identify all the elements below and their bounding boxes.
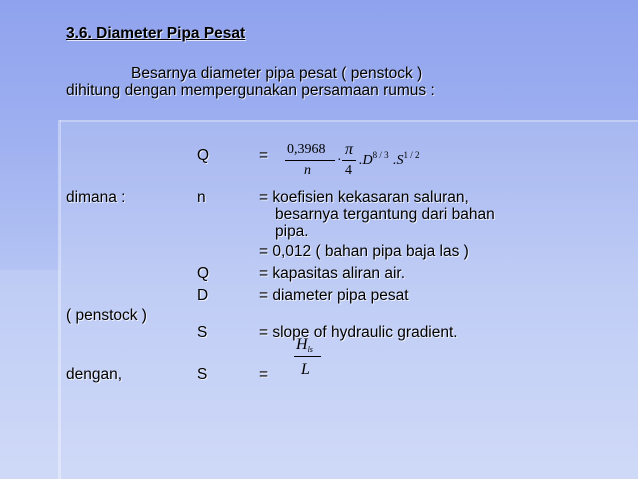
coefficient-numerator: 0,3968: [287, 142, 326, 157]
symbol-d: D: [197, 287, 209, 304]
decorative-line: [60, 120, 638, 122]
dimana-label: dimana :: [66, 189, 126, 206]
definition-s: = slope of hydraulic gradient.: [259, 324, 458, 341]
definition-q: = kapasitas aliran air.: [259, 265, 406, 282]
intro-line-1: Besarnya diameter pipa pesat ( penstock ): [131, 65, 423, 82]
pi-denominator: 4: [345, 163, 352, 178]
intro-line-2: dihitung dengan mempergunakan persamaan rumus :: [66, 82, 435, 99]
definition-n-value: = 0,012 ( bahan pipa baja las ): [259, 243, 469, 260]
l-denominator: L: [301, 361, 310, 378]
fraction-bar: [342, 160, 356, 161]
symbol-s-2: S: [197, 366, 208, 383]
definition-d: = diameter pipa pesat: [259, 287, 409, 304]
multiplication-dot: ·: [337, 153, 342, 168]
penstock-label: ( penstock ): [66, 307, 147, 324]
definition-n-line-1: = koefisien kekasaran saluran,: [259, 189, 469, 206]
formula-lhs: Q: [197, 147, 210, 164]
dengan-label: dengan,: [66, 366, 123, 383]
hydraulic-gradient-fraction: [292, 337, 332, 382]
equals-sign: =: [259, 366, 269, 383]
h-subscript: ls: [307, 345, 313, 354]
fraction-bar: [294, 356, 321, 357]
symbol-q: Q: [197, 265, 210, 282]
h-numerator: Hls: [296, 336, 313, 354]
decorative-line: [58, 120, 61, 479]
section-title: 3.6. Diameter Pipa Pesat: [66, 25, 246, 42]
coefficient-denominator: n: [304, 163, 311, 178]
definition-n-line-3: pipa.: [275, 223, 309, 240]
symbol-n: n: [197, 189, 206, 206]
d-exponent: 8 / 3: [372, 150, 389, 160]
formula-equals: =: [259, 147, 269, 164]
fraction-bar: [285, 160, 335, 161]
definition-n-line-2: besarnya tergantung dari bahan: [275, 206, 495, 223]
s-term: $.S^{1 / 2}$: [393, 150, 420, 168]
pi-numerator: π: [345, 141, 354, 158]
d-term: $.D^{8 / 3}$: [359, 150, 389, 168]
formula-expression: [283, 140, 433, 185]
s-exponent: 1 / 2: [403, 150, 420, 160]
symbol-s: S: [197, 324, 208, 341]
